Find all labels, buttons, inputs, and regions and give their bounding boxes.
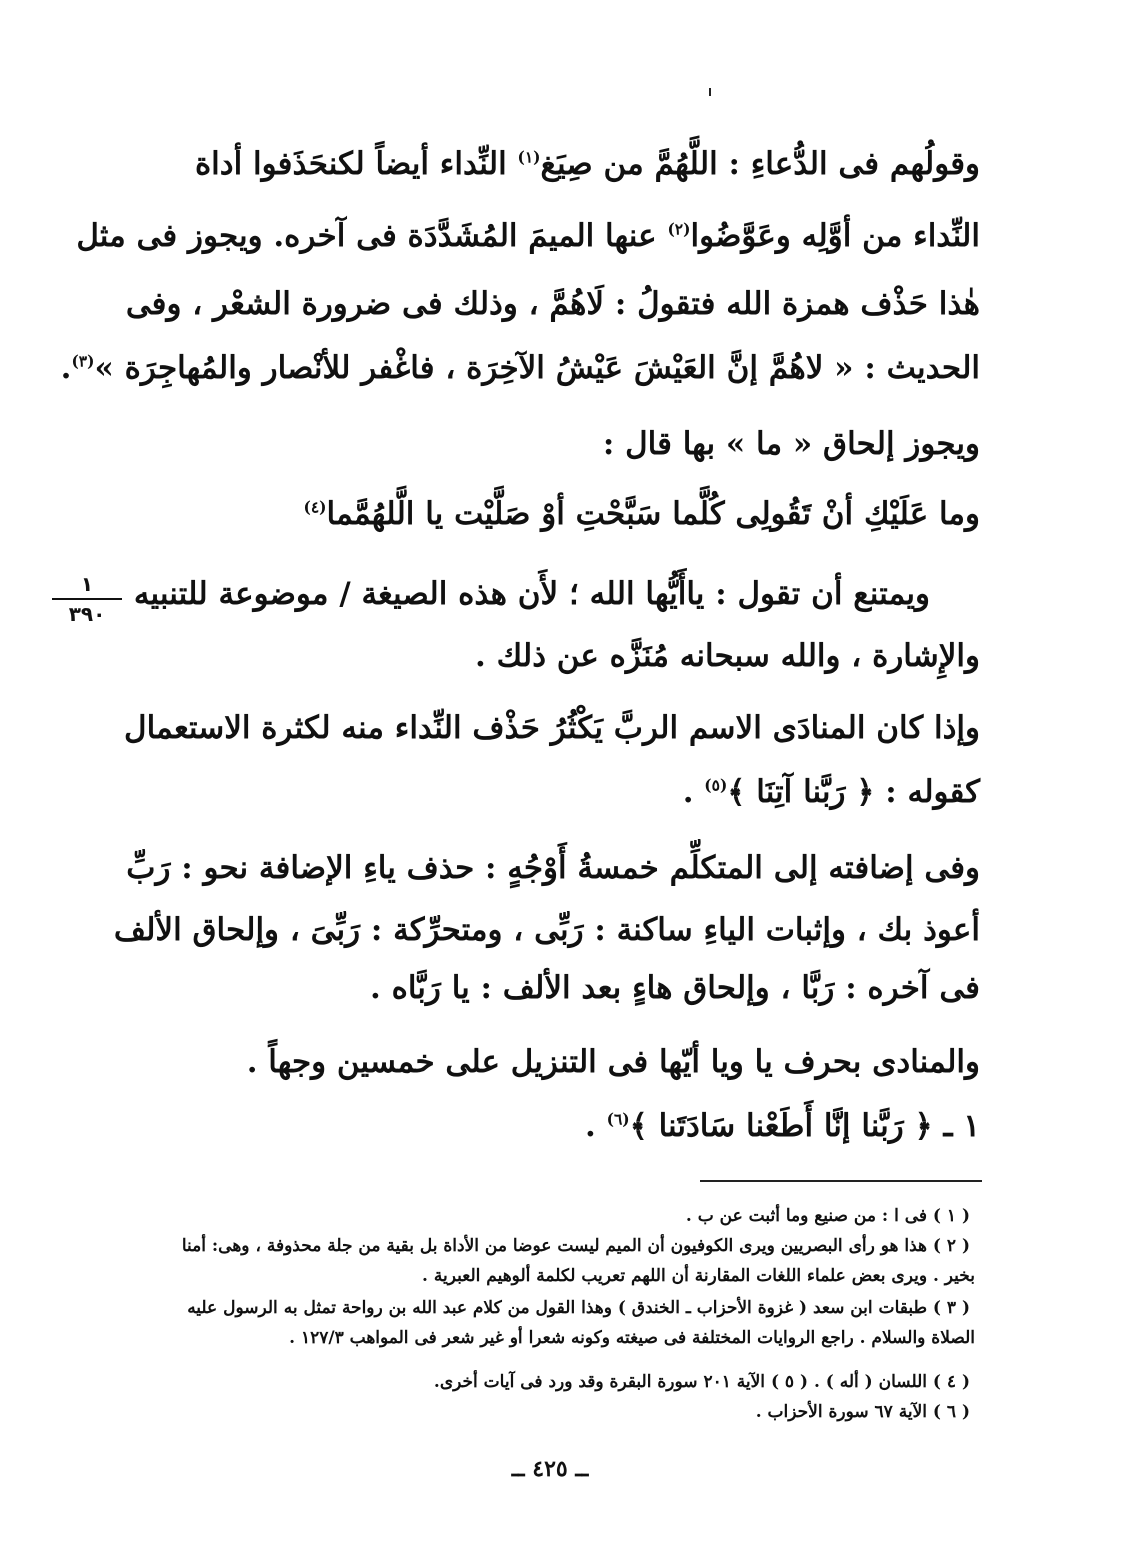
body-line-2-text: النِّداء من أوَّلِه وعَوَّضُوا <box>690 218 980 254</box>
body-line-3-text: هٰذا حَذْف همزة الله فتقولُ : لَاهُمَّ ، وذلك فى ضرورة الشعْر ، وفى <box>125 286 980 322</box>
footnote-ref-1: (١) <box>517 147 541 167</box>
margin-folio-rule <box>52 598 122 600</box>
body-line-5 <box>400 424 980 464</box>
body-line-13-text: فى آخره : رَبَّا ، وإلحاق هاءٍ بعد الألف : يا رَبَّاه . <box>370 970 980 1006</box>
body-line-1-tail: النِّداء أيضاً لكنحَذَفوا أداة <box>194 146 507 182</box>
footnote-4-5: ( ٤ ) اللسان ( أله ) . ( ٥ ) الآية ٢٠١ سورة البقرة وقد ورد فى آيات أخرى. <box>433 1372 970 1392</box>
body-line-2 <box>76 216 980 256</box>
body-line-15-text: ١ ـ ﴿ رَبَّنا إنَّا أَطَعْنا سَادَتَنا ﴾ <box>629 1108 980 1144</box>
verse-line-text: وما عَلَيْكِ أنْ تَقُولِى كُلَّما سَبَّحْتِ أوْ صَلَّيْت يا الَّلهُمَّما <box>326 496 980 532</box>
page-number: ــ ٤٢٥ ــ <box>511 1456 589 1482</box>
body-line-15 <box>440 1106 980 1146</box>
body-line-15-tail: . <box>585 1108 607 1144</box>
top-mark <box>709 88 711 96</box>
body-line-12 <box>113 910 980 950</box>
footnote-ref-3: (٣) <box>71 351 95 371</box>
body-line-8-text: والإِشارة ، والله سبحانه مُنَزَّه عن ذلك . <box>475 638 980 674</box>
footnote-ref-4: (٤) <box>303 497 327 517</box>
body-line-10-tail: . <box>682 774 705 810</box>
body-line-12-text: أعوذ بك ، وإثبات الياءِ ساكنة : رَبِّى ، ومتحرِّكة : رَبِّىَ ، وإلحاق الألف <box>113 912 980 948</box>
footnote-ref-2: (٢) <box>667 219 691 239</box>
body-line-14-text: والمنادى بحرف يا ويا أيّها فى التنزيل على خمسين وجهاً . <box>246 1044 980 1080</box>
footnote-divider <box>700 1180 982 1182</box>
body-line-10 <box>500 772 980 812</box>
body-line-3 <box>125 284 980 324</box>
footnote-ref-5: (٥) <box>704 775 728 795</box>
verse-line <box>150 494 980 534</box>
body-line-2-tail: عنها الميمَ المُشَدَّدَة فى آخره. ويجوز فى مثل <box>76 218 657 254</box>
footnote-2-cont: بخير . ويرى بعض علماء اللغات المقارنة أن اللهم تعريب لكلمة ألوهيم العبرية . <box>422 1266 975 1286</box>
footnote-3-cont: الصلاة والسلام . راجع الروايات المختلفة فى صيغته وكونه شعرا أو غير شعر فى المواهب ١٢٧/٣ . <box>289 1328 975 1348</box>
body-line-7-text: ويمتنع أن تقول : ياأَيُّها الله ؛ لأَن هذه الصيغة / موضوعة للتنبيه <box>133 576 930 612</box>
body-line-8 <box>400 636 980 676</box>
body-line-11 <box>126 848 980 888</box>
body-line-1 <box>150 144 980 184</box>
body-line-14 <box>246 1042 980 1082</box>
body-line-13 <box>370 968 980 1008</box>
body-line-10-text: كقوله : ﴿ رَبَّنا آتِنَا ﴾ <box>727 774 980 810</box>
body-line-4-tail: . <box>60 350 72 386</box>
body-line-4-text: الحديث : « لاهُمَّ إنَّ العَيْشَ عَيْشُ الآخِرَة ، فاغْفر للأنْصار والمُهاجِرَة » <box>94 350 980 386</box>
body-line-9-text: وإذا كان المنادَى الاسم الربَّ يَكْثُرُ حَذْف النِّداء منه لكثرة الاستعمال <box>124 710 980 746</box>
margin-folio-note <box>52 574 122 624</box>
body-line-11-text: وفى إضافته إلى المتكلِّم خمسةُ أَوْجُهٍ : حذف ياءِ الإضافة نحو : رَبِّ <box>126 850 980 886</box>
body-line-5-text: ويجوز إلحاق « ما » بها قال : <box>602 426 980 462</box>
footnote-3: ( ٣ ) طبقات ابن سعد ( غزوة الأحزاب ـ الخندق ) وهذا القول من كلام عبد الله بن رواحة تمثل به الرسول عليه <box>187 1298 970 1318</box>
margin-folio-top: ١ <box>80 572 94 596</box>
body-line-9 <box>124 708 980 748</box>
footnote-2: ( ٢ ) هذا هو رأى البصريين ويرى الكوفيون أن الميم ليست عوضا من الأداة بل بقية من جلة محذوفة ، وهى: أمنا <box>181 1236 970 1256</box>
margin-folio-bottom: ٣٩٠ <box>68 602 106 626</box>
body-line-4 <box>60 348 980 388</box>
body-line-7 <box>133 574 930 614</box>
footnote-ref-6: (٦) <box>606 1109 630 1129</box>
footnote-1: ( ١ ) فى ا : من صنيع وما أثبت عن ب . <box>685 1206 970 1226</box>
body-line-1-text: وقولُهم فى الدُّعاءِ : اللَّهُمَّ من صِيَغ <box>540 146 980 182</box>
footnote-6: ( ٦ ) الآية ٦٧ سورة الأحزاب . <box>755 1402 970 1422</box>
